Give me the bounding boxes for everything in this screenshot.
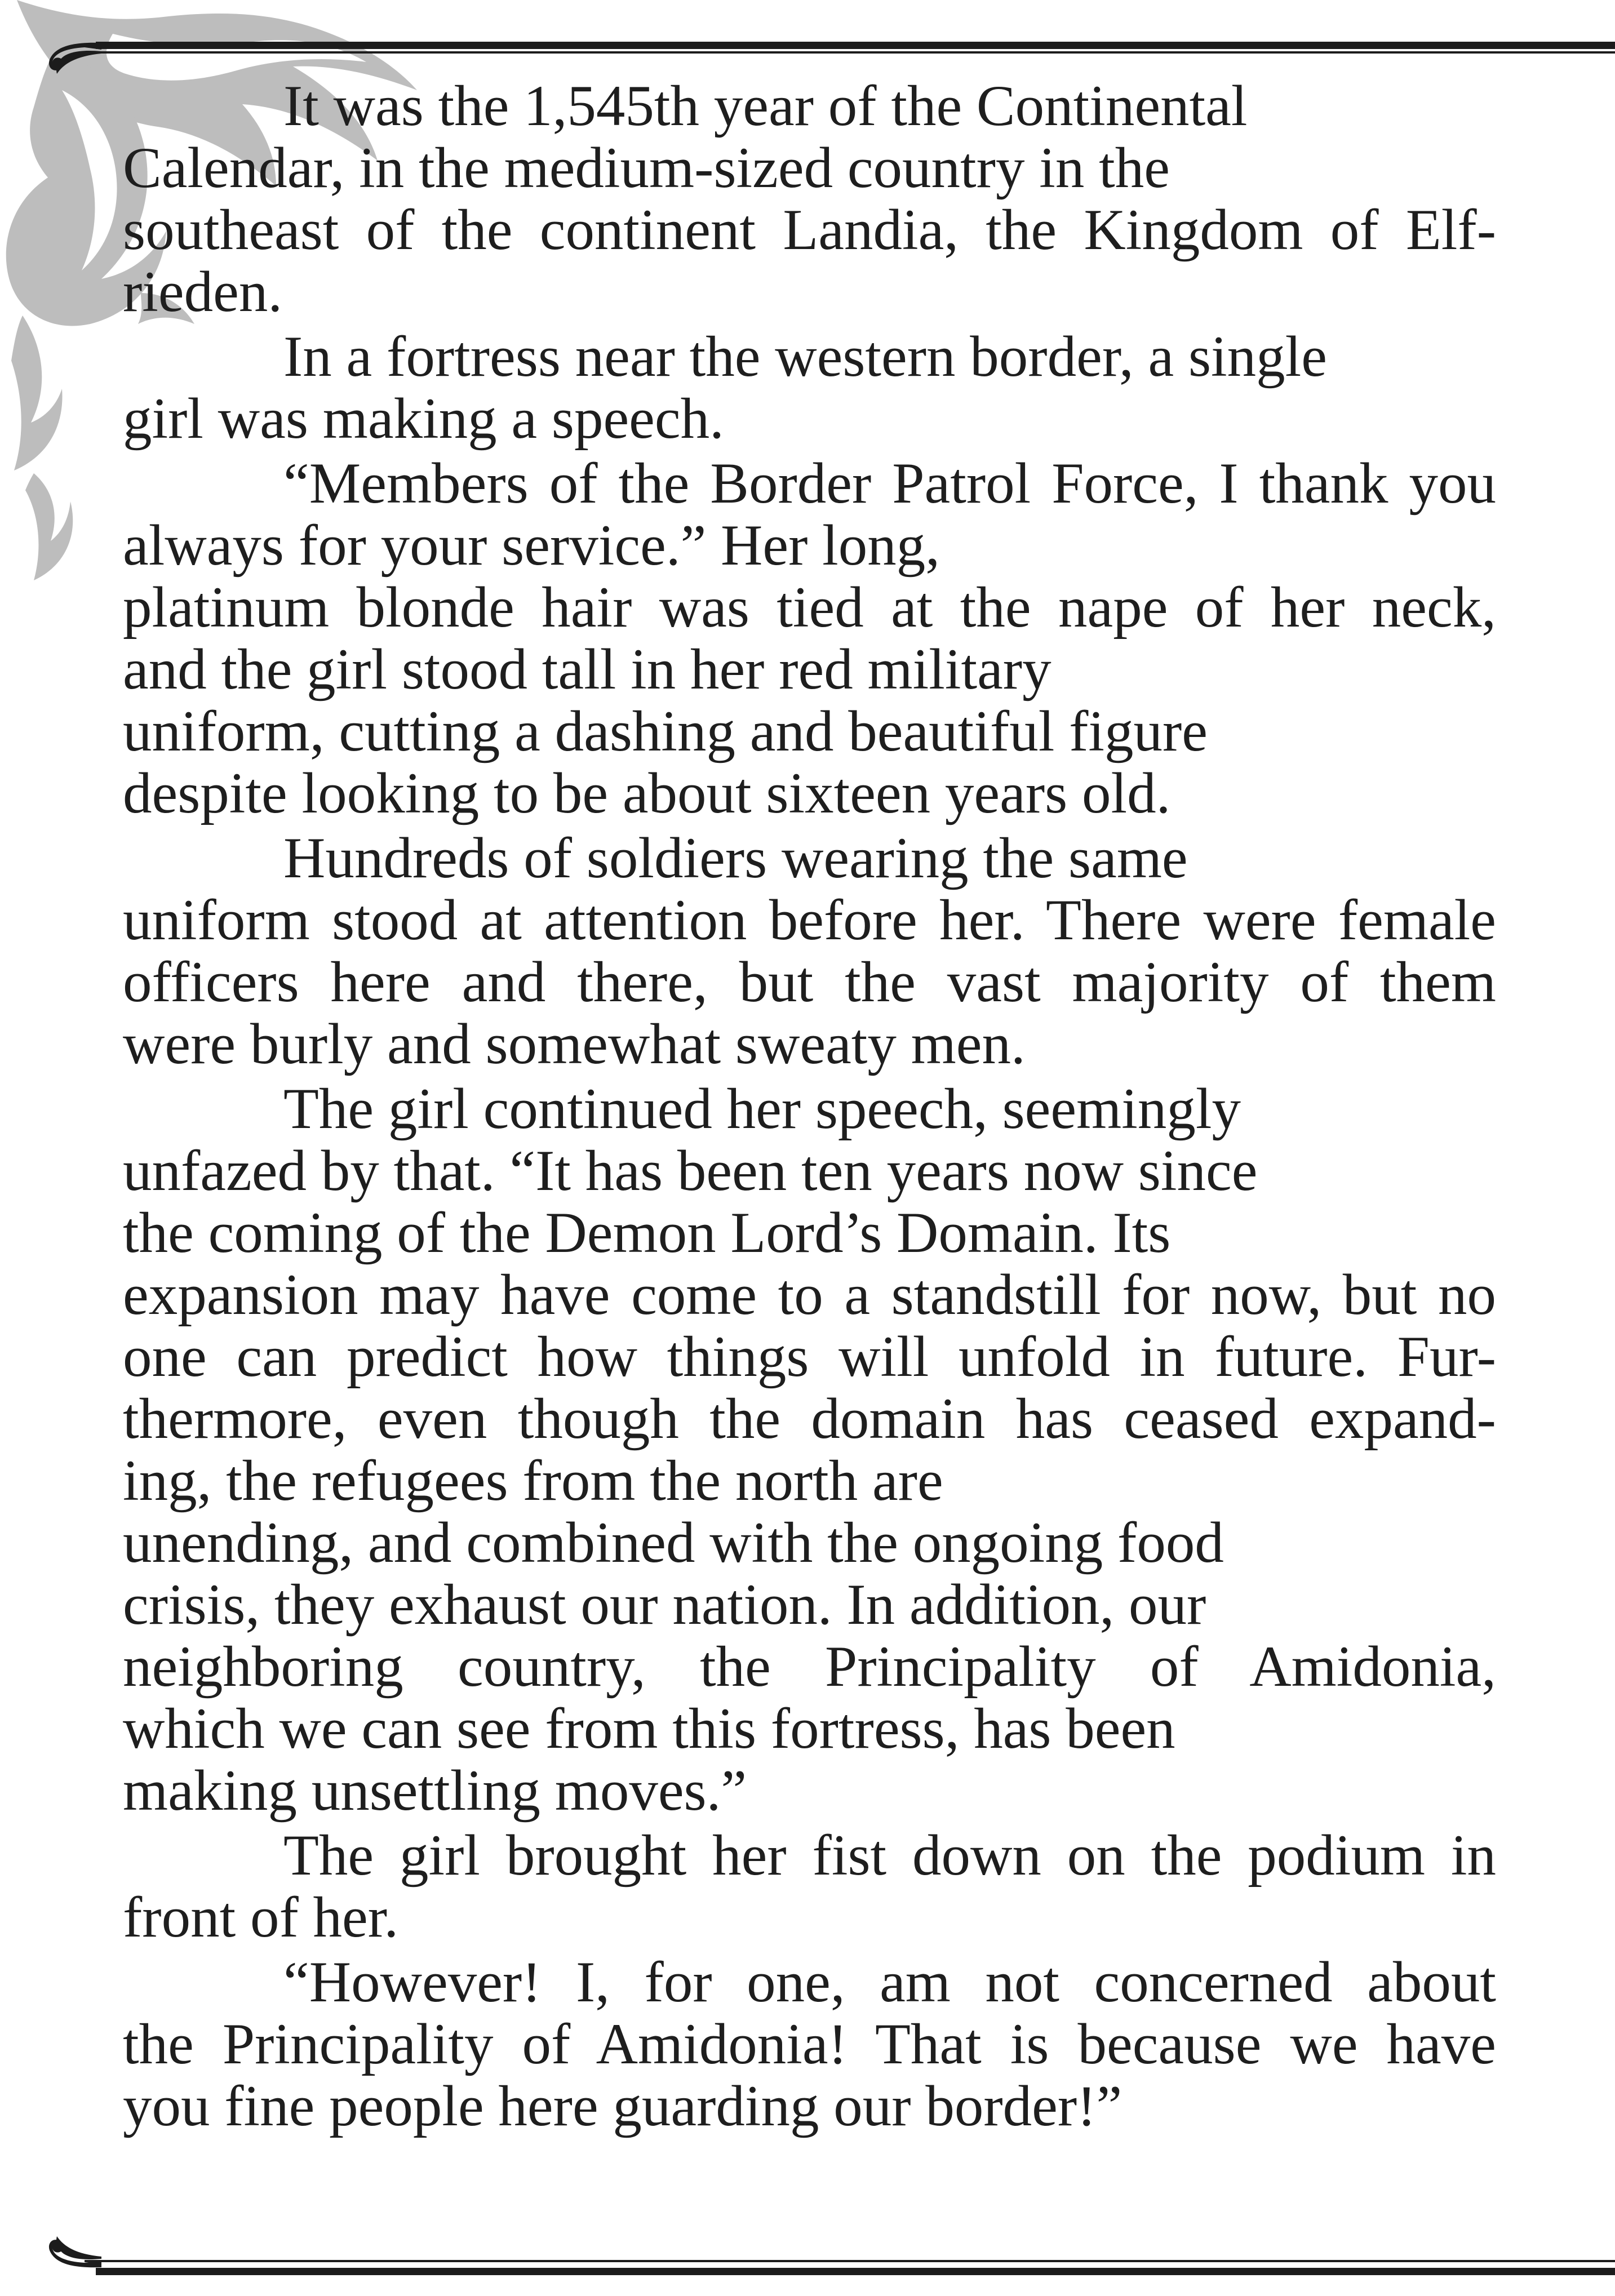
paragraph	[123, 452, 1496, 824]
text-line: the coming of the Demon Lord’s Domain. Its	[123, 1201, 1171, 1265]
text-line: you fine people here guarding our border!”	[123, 2074, 1122, 2138]
text-line: unending, and combined with the ongoing food	[123, 1511, 1224, 1575]
flourish-tail-lower	[25, 473, 73, 580]
bottom-border-rule	[49, 2236, 1615, 2275]
text-line: “Members of the Border Patrol Force, I thank you	[283, 451, 1496, 516]
text-line: girl was making a speech.	[123, 387, 724, 451]
text-line: uniform stood at attention before her. There were female	[123, 888, 1496, 952]
text-line: In a fortress near the western border, a single	[283, 325, 1327, 389]
paragraph	[123, 75, 1496, 323]
paragraph	[123, 1824, 1496, 1948]
top-rule-thick-bar	[96, 42, 1615, 49]
text-line: uniform, cutting a dashing and beautiful figure	[123, 699, 1208, 763]
bottom-rule-hook-flick	[56, 2236, 101, 2259]
top-rule-thin-line	[85, 51, 1615, 54]
text-line: The girl continued her speech, seemingly	[283, 1077, 1241, 1141]
text-line: one can predict how things will unfold in future. Fur-	[123, 1325, 1496, 1389]
text-line: Calendar, in the medium-sized country in the	[123, 136, 1170, 200]
text-line: thermore, even though the domain has ceased expand-	[123, 1387, 1496, 1451]
page-text	[123, 75, 1496, 2137]
text-line: and the girl stood tall in her red military	[123, 637, 1051, 701]
text-line: The girl brought her fist down on the podium in	[283, 1823, 1496, 1888]
bottom-rule-thick-bar	[96, 2268, 1615, 2275]
text-line: officers here and there, but the vast majority of them	[123, 950, 1496, 1014]
text-line: front of her.	[123, 1885, 399, 1949]
paragraph	[123, 326, 1496, 450]
text-line: It was the 1,545th year of the Continental	[283, 74, 1248, 138]
paragraph	[123, 1951, 1496, 2137]
text-line: which we can see from this fortress, has been	[123, 1697, 1175, 1761]
paragraph	[123, 1078, 1496, 1822]
text-line: Hundreds of soldiers wearing the same	[283, 826, 1188, 890]
text-line: making unsettling moves.”	[123, 1758, 747, 1823]
text-line: the Principality of Amidonia! That is because we have	[123, 2012, 1496, 2076]
text-line: crisis, they exhaust our nation. In addition, our	[123, 1573, 1206, 1637]
text-line: expansion may have come to a standstill for now, but no	[123, 1263, 1496, 1327]
bottom-rule-thin-line	[85, 2260, 1615, 2262]
text-line: unfazed by that. “It has been ten years now since	[123, 1139, 1258, 1203]
text-line: neighboring country, the Principality of Amidonia,	[123, 1635, 1496, 1699]
text-line: were burly and somewhat sweaty men.	[123, 1012, 1026, 1076]
text-line: rieden.	[123, 260, 283, 324]
flourish-tail-upper	[11, 316, 63, 470]
text-line: always for your service.” Her long,	[123, 513, 940, 578]
paragraph	[123, 827, 1496, 1075]
text-line: platinum blonde hair was tied at the nape of her neck,	[123, 575, 1496, 639]
text-line: southeast of the continent Landia, the Kingdom of Elf-	[123, 198, 1496, 262]
text-line: ing, the refugees from the north are	[123, 1449, 943, 1513]
text-line: “However! I, for one, am not concerned about	[283, 1950, 1496, 2014]
text-line: despite looking to be about sixteen years old.	[123, 761, 1171, 825]
